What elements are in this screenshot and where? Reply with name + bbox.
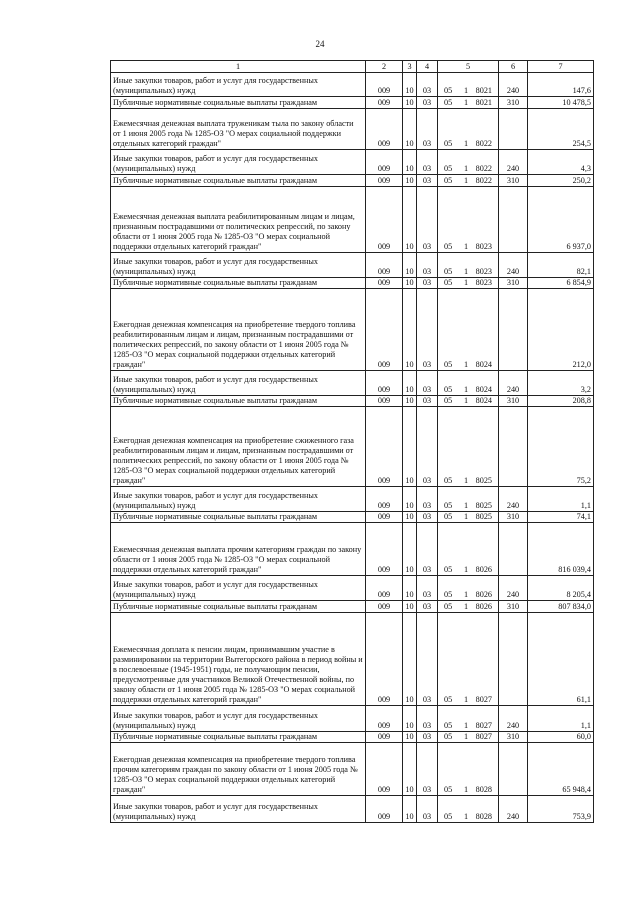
row-expense-type xyxy=(499,743,528,796)
row-subsection-code: 03 xyxy=(417,796,438,823)
row-target-article xyxy=(438,187,499,253)
row-section-code: 10 xyxy=(403,253,417,278)
target-article-part: 1 xyxy=(463,721,469,730)
row-subsection-code: 03 xyxy=(417,396,438,407)
row-subsection-code: 03 xyxy=(417,289,438,371)
row-ministry-code: 009 xyxy=(366,187,403,253)
row-section-code: 10 xyxy=(403,278,417,289)
row-section-code: 10 xyxy=(403,523,417,576)
target-article-part: 1 xyxy=(463,176,469,185)
row-subsection-code: 03 xyxy=(417,73,438,97)
table-row xyxy=(111,523,594,576)
row-name: Иные закупки товаров, работ и услуг для государственных (муниципальных) нужд xyxy=(111,150,366,175)
row-expense-type: 310 xyxy=(499,97,528,109)
target-article-part: 05 xyxy=(444,267,453,276)
row-amount: 753,9 xyxy=(528,796,594,823)
row-amount: 250,2 xyxy=(528,175,594,187)
row-expense-type: 240 xyxy=(499,487,528,512)
target-article-part: 05 xyxy=(444,812,453,821)
target-article-part: 1 xyxy=(463,785,469,794)
row-expense-type: 310 xyxy=(499,278,528,289)
row-expense-type: 240 xyxy=(499,576,528,601)
budget-table xyxy=(110,60,594,823)
row-amount: 1,1 xyxy=(528,706,594,732)
row-target-article xyxy=(438,743,499,796)
row-name: Ежемесячная денежная выплата прочим категориям граждан по закону области от 1 июня 2005 года № 1285-ОЗ "О мерах социальной поддержки отдельных категорий граждан" xyxy=(111,523,366,576)
row-expense-type: 240 xyxy=(499,371,528,396)
row-subsection-code: 03 xyxy=(417,576,438,601)
row-ministry-code: 009 xyxy=(366,73,403,97)
row-subsection-code: 03 xyxy=(417,278,438,289)
target-article-part: 05 xyxy=(444,86,453,95)
row-expense-type: 310 xyxy=(499,175,528,187)
target-article-part: 8021 xyxy=(475,86,492,95)
row-subsection-code: 03 xyxy=(417,523,438,576)
target-article-part: 05 xyxy=(444,785,453,794)
row-target-article xyxy=(438,487,499,512)
row-section-code: 10 xyxy=(403,407,417,487)
row-amount: 8 205,4 xyxy=(528,576,594,601)
row-ministry-code: 009 xyxy=(366,371,403,396)
target-article-part: 8023 xyxy=(475,267,492,276)
target-article-part: 8021 xyxy=(475,98,492,107)
row-section-code: 10 xyxy=(403,796,417,823)
row-target-article xyxy=(438,613,499,706)
row-amount: 147,6 xyxy=(528,73,594,97)
row-amount: 82,1 xyxy=(528,253,594,278)
table-row xyxy=(111,706,594,732)
row-target-article xyxy=(438,732,499,743)
row-ministry-code: 009 xyxy=(366,512,403,523)
row-expense-type: 240 xyxy=(499,253,528,278)
target-article-part: 8024 xyxy=(475,385,492,394)
target-article-part: 05 xyxy=(444,360,453,369)
header-row xyxy=(111,61,594,73)
row-section-code: 10 xyxy=(403,73,417,97)
row-ministry-code: 009 xyxy=(366,601,403,613)
row-ministry-code: 009 xyxy=(366,175,403,187)
row-ministry-code: 009 xyxy=(366,150,403,175)
row-name: Иные закупки товаров, работ и услуг для государственных (муниципальных) нужд xyxy=(111,371,366,396)
row-amount: 807 834,0 xyxy=(528,601,594,613)
row-section-code: 10 xyxy=(403,706,417,732)
row-expense-type: 240 xyxy=(499,796,528,823)
target-article-part: 8026 xyxy=(475,602,492,611)
row-target-article xyxy=(438,175,499,187)
row-name: Ежемесячная доплата к пенсии лицам, принимавшим участие в разминировании на территории Вытегорского района в период войны и в послевоенные (1945-1951) годы, не получающим пенсии, предусмотренные для участников Великой Отечественной войны, по закону области от 1 июня 2005 года № 1285-ОЗ "О мерах социальной поддержки отдельных категорий граждан" xyxy=(111,613,366,706)
row-subsection-code: 03 xyxy=(417,613,438,706)
target-article-part: 1 xyxy=(463,242,469,251)
row-target-article xyxy=(438,796,499,823)
row-name: Иные закупки товаров, работ и услуг для государственных (муниципальных) нужд xyxy=(111,253,366,278)
row-ministry-code: 009 xyxy=(366,253,403,278)
target-article-part: 8024 xyxy=(475,396,492,405)
target-article-part: 05 xyxy=(444,476,453,485)
table-row xyxy=(111,371,594,396)
target-article-part: 8023 xyxy=(475,278,492,287)
row-expense-type xyxy=(499,613,528,706)
target-article-part: 1 xyxy=(463,512,469,521)
row-section-code: 10 xyxy=(403,150,417,175)
target-article-part: 8027 xyxy=(475,721,492,730)
page-number: 24 xyxy=(315,39,325,49)
row-section-code: 10 xyxy=(403,613,417,706)
header-col-2: 2 xyxy=(366,61,403,73)
table-row xyxy=(111,576,594,601)
row-amount: 74,1 xyxy=(528,512,594,523)
table-row xyxy=(111,73,594,97)
row-expense-type xyxy=(499,407,528,487)
table-row xyxy=(111,601,594,613)
row-expense-type: 310 xyxy=(499,732,528,743)
target-article-part: 1 xyxy=(463,812,469,821)
target-article-part: 1 xyxy=(463,695,469,704)
row-name: Публичные нормативные социальные выплаты гражданам xyxy=(111,175,366,187)
table-row xyxy=(111,278,594,289)
row-ministry-code: 009 xyxy=(366,706,403,732)
target-article-part: 05 xyxy=(444,721,453,730)
table-row xyxy=(111,109,594,150)
row-name: Публичные нормативные социальные выплаты гражданам xyxy=(111,601,366,613)
table-row xyxy=(111,613,594,706)
table-row xyxy=(111,732,594,743)
table-row xyxy=(111,253,594,278)
row-expense-type xyxy=(499,289,528,371)
header-col-5: 5 xyxy=(438,61,499,73)
target-article-part: 8022 xyxy=(475,164,492,173)
target-article-part: 1 xyxy=(463,476,469,485)
row-amount: 75,2 xyxy=(528,407,594,487)
row-section-code: 10 xyxy=(403,396,417,407)
table-row xyxy=(111,487,594,512)
row-section-code: 10 xyxy=(403,743,417,796)
table-row xyxy=(111,97,594,109)
header-col-3: 3 xyxy=(403,61,417,73)
row-ministry-code: 009 xyxy=(366,407,403,487)
table-row xyxy=(111,796,594,823)
row-target-article xyxy=(438,706,499,732)
target-article-part: 8026 xyxy=(475,565,492,574)
row-name: Ежегодная денежная компенсация на приобретение сжиженного газа реабилитированным лицам и лицам, признанным пострадавшими от политических репрессий, по закону области от 1 июня 2005 года № 1285-ОЗ "О мерах социальной поддержки отдельных категорий граждан" xyxy=(111,407,366,487)
row-section-code: 10 xyxy=(403,601,417,613)
row-section-code: 10 xyxy=(403,487,417,512)
row-amount: 208,8 xyxy=(528,396,594,407)
row-ministry-code: 009 xyxy=(366,278,403,289)
row-amount: 6 937,0 xyxy=(528,187,594,253)
row-expense-type xyxy=(499,523,528,576)
target-article-part: 1 xyxy=(463,164,469,173)
target-article-part: 8022 xyxy=(475,139,492,148)
row-ministry-code: 009 xyxy=(366,523,403,576)
row-name: Ежемесячная денежная выплата труженикам тыла по закону области от 1 июня 2005 года № 1285-ОЗ "О мерах социальной поддержки отдельных категорий граждан" xyxy=(111,109,366,150)
row-subsection-code: 03 xyxy=(417,371,438,396)
row-ministry-code: 009 xyxy=(366,109,403,150)
row-subsection-code: 03 xyxy=(417,512,438,523)
target-article-part: 1 xyxy=(463,501,469,510)
target-article-part: 1 xyxy=(463,360,469,369)
target-article-part: 8025 xyxy=(475,501,492,510)
row-name: Ежегодная денежная компенсация на приобретение твердого топлива прочим категориям граждан по закону области от 1 июня 2005 года № 1285-ОЗ "О мерах социальной поддержки отдельных категорий граждан" xyxy=(111,743,366,796)
row-name: Публичные нормативные социальные выплаты гражданам xyxy=(111,512,366,523)
target-article-part: 1 xyxy=(463,267,469,276)
row-amount: 10 478,5 xyxy=(528,97,594,109)
target-article-part: 05 xyxy=(444,139,453,148)
row-expense-type: 310 xyxy=(499,396,528,407)
target-article-part: 1 xyxy=(463,139,469,148)
target-article-part: 05 xyxy=(444,242,453,251)
target-article-part: 8022 xyxy=(475,176,492,185)
target-article-part: 05 xyxy=(444,278,453,287)
target-article-part: 1 xyxy=(463,278,469,287)
row-expense-type xyxy=(499,109,528,150)
row-ministry-code: 009 xyxy=(366,732,403,743)
row-name: Иные закупки товаров, работ и услуг для государственных (муниципальных) нужд xyxy=(111,576,366,601)
table-row xyxy=(111,396,594,407)
row-expense-type: 310 xyxy=(499,512,528,523)
header-col-4: 4 xyxy=(417,61,438,73)
target-article-part: 05 xyxy=(444,695,453,704)
target-article-part: 05 xyxy=(444,602,453,611)
target-article-part: 8025 xyxy=(475,512,492,521)
target-article-part: 05 xyxy=(444,501,453,510)
row-amount: 61,1 xyxy=(528,613,594,706)
row-target-article xyxy=(438,253,499,278)
row-expense-type xyxy=(499,187,528,253)
row-target-article xyxy=(438,371,499,396)
row-subsection-code: 03 xyxy=(417,706,438,732)
row-section-code: 10 xyxy=(403,576,417,601)
row-expense-type: 240 xyxy=(499,73,528,97)
target-article-part: 1 xyxy=(463,98,469,107)
row-subsection-code: 03 xyxy=(417,743,438,796)
row-amount: 60,0 xyxy=(528,732,594,743)
target-article-part: 8023 xyxy=(475,242,492,251)
row-target-article xyxy=(438,109,499,150)
row-name: Ежемесячная денежная выплата реабилитированным лицам и лицам, признанным пострадавшими от политических репрессий, по закону области от 1 июня 2005 года № 1285-ОЗ "О мерах социальной поддержки отдельных категорий граждан" xyxy=(111,187,366,253)
row-subsection-code: 03 xyxy=(417,487,438,512)
row-target-article xyxy=(438,601,499,613)
row-ministry-code: 009 xyxy=(366,796,403,823)
table-row xyxy=(111,407,594,487)
row-target-article xyxy=(438,289,499,371)
row-amount: 212,0 xyxy=(528,289,594,371)
target-article-part: 1 xyxy=(463,590,469,599)
target-article-part: 8026 xyxy=(475,590,492,599)
row-target-article xyxy=(438,523,499,576)
row-ministry-code: 009 xyxy=(366,396,403,407)
row-section-code: 10 xyxy=(403,732,417,743)
row-section-code: 10 xyxy=(403,97,417,109)
row-section-code: 10 xyxy=(403,512,417,523)
row-amount: 254,5 xyxy=(528,109,594,150)
row-expense-type: 310 xyxy=(499,601,528,613)
table-row xyxy=(111,512,594,523)
row-ministry-code: 009 xyxy=(366,743,403,796)
row-target-article xyxy=(438,396,499,407)
row-subsection-code: 03 xyxy=(417,187,438,253)
target-article-part: 05 xyxy=(444,164,453,173)
target-article-part: 05 xyxy=(444,512,453,521)
row-amount: 4,3 xyxy=(528,150,594,175)
row-subsection-code: 03 xyxy=(417,150,438,175)
row-target-article xyxy=(438,97,499,109)
row-name: Ежегодная денежная компенсация на приобретение твердого топлива реабилитированным лицам и лицам, признанным пострадавшими от политических репрессий, по закону области от 1 июня 2005 года № 1285-ОЗ "О мерах социальной поддержки отдельных категорий граждан" xyxy=(111,289,366,371)
table-row xyxy=(111,187,594,253)
target-article-part: 8027 xyxy=(475,695,492,704)
table-row xyxy=(111,150,594,175)
row-subsection-code: 03 xyxy=(417,732,438,743)
row-name: Публичные нормативные социальные выплаты гражданам xyxy=(111,278,366,289)
row-subsection-code: 03 xyxy=(417,97,438,109)
row-amount: 1,1 xyxy=(528,487,594,512)
target-article-part: 1 xyxy=(463,385,469,394)
row-subsection-code: 03 xyxy=(417,175,438,187)
target-article-part: 05 xyxy=(444,98,453,107)
target-article-part: 1 xyxy=(463,396,469,405)
row-name: Иные закупки товаров, работ и услуг для государственных (муниципальных) нужд xyxy=(111,706,366,732)
target-article-part: 05 xyxy=(444,565,453,574)
target-article-part: 8028 xyxy=(475,812,492,821)
target-article-part: 1 xyxy=(463,602,469,611)
table-row xyxy=(111,289,594,371)
row-target-article xyxy=(438,512,499,523)
row-amount: 65 948,4 xyxy=(528,743,594,796)
row-subsection-code: 03 xyxy=(417,109,438,150)
target-article-part: 05 xyxy=(444,732,453,741)
row-name: Публичные нормативные социальные выплаты гражданам xyxy=(111,732,366,743)
row-name: Публичные нормативные социальные выплаты гражданам xyxy=(111,97,366,109)
header-col-1: 1 xyxy=(111,61,366,73)
row-amount: 3,2 xyxy=(528,371,594,396)
row-subsection-code: 03 xyxy=(417,601,438,613)
row-ministry-code: 009 xyxy=(366,289,403,371)
row-amount: 816 039,4 xyxy=(528,523,594,576)
row-name: Иные закупки товаров, работ и услуг для государственных (муниципальных) нужд xyxy=(111,73,366,97)
target-article-part: 1 xyxy=(463,732,469,741)
target-article-part: 05 xyxy=(444,396,453,405)
row-section-code: 10 xyxy=(403,371,417,396)
target-article-part: 8024 xyxy=(475,360,492,369)
target-article-part: 8025 xyxy=(475,476,492,485)
target-article-part: 05 xyxy=(444,590,453,599)
row-amount: 6 854,9 xyxy=(528,278,594,289)
target-article-part: 1 xyxy=(463,565,469,574)
row-section-code: 10 xyxy=(403,109,417,150)
table-row xyxy=(111,175,594,187)
row-name: Иные закупки товаров, работ и услуг для государственных (муниципальных) нужд xyxy=(111,487,366,512)
row-ministry-code: 009 xyxy=(366,97,403,109)
table-row xyxy=(111,743,594,796)
row-name: Иные закупки товаров, работ и услуг для государственных (муниципальных) нужд xyxy=(111,796,366,823)
row-subsection-code: 03 xyxy=(417,253,438,278)
header-col-6: 6 xyxy=(499,61,528,73)
target-article-part: 8028 xyxy=(475,785,492,794)
row-target-article xyxy=(438,73,499,97)
row-section-code: 10 xyxy=(403,289,417,371)
target-article-part: 05 xyxy=(444,176,453,185)
target-article-part: 1 xyxy=(463,86,469,95)
row-subsection-code: 03 xyxy=(417,407,438,487)
row-target-article xyxy=(438,407,499,487)
header-col-7: 7 xyxy=(528,61,594,73)
row-target-article xyxy=(438,576,499,601)
row-target-article xyxy=(438,150,499,175)
target-article-part: 8027 xyxy=(475,732,492,741)
row-ministry-code: 009 xyxy=(366,613,403,706)
row-ministry-code: 009 xyxy=(366,487,403,512)
row-ministry-code: 009 xyxy=(366,576,403,601)
row-name: Публичные нормативные социальные выплаты гражданам xyxy=(111,396,366,407)
row-target-article xyxy=(438,278,499,289)
row-section-code: 10 xyxy=(403,175,417,187)
target-article-part: 05 xyxy=(444,385,453,394)
row-expense-type: 240 xyxy=(499,706,528,732)
row-expense-type: 240 xyxy=(499,150,528,175)
row-section-code: 10 xyxy=(403,187,417,253)
